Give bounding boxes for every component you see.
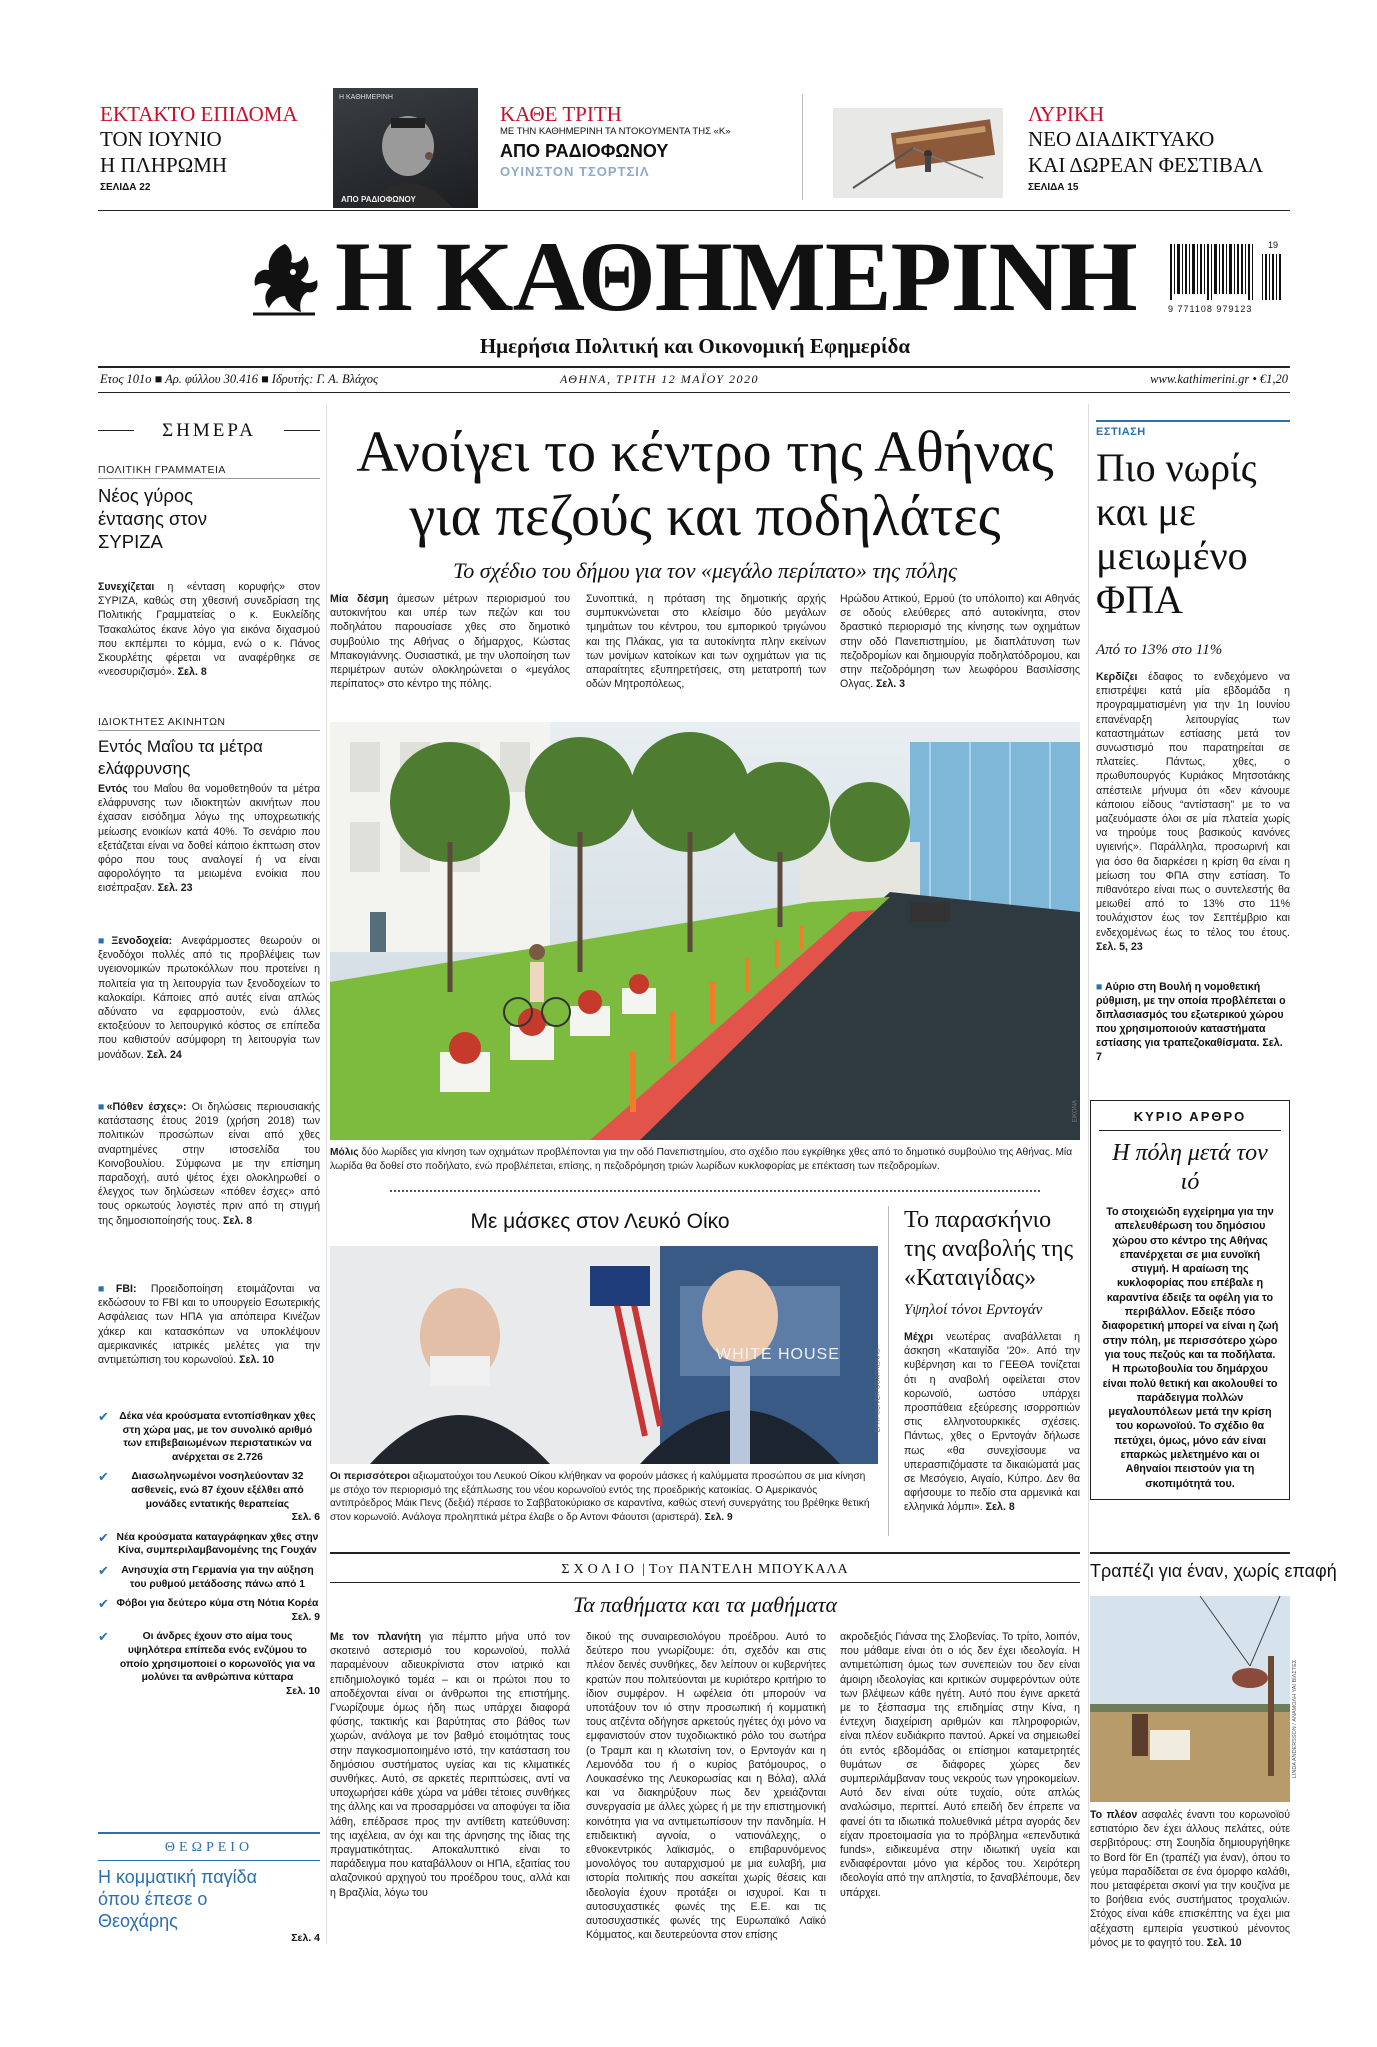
storm-lead: Μέχρι	[904, 1331, 934, 1343]
sxolio-col-1-lead: Με τον πλανήτη	[330, 1631, 422, 1643]
checklist-item-text: Ανησυχία στη Γερμανία για την αύξηση του ρυθμού μετάδοσης πάνω από 1	[121, 1564, 314, 1590]
s1-page[interactable]: Σελ. 8	[177, 666, 207, 679]
brief-hotels-text: Ανεφάρμοστες θεωρούν οι ξενοδόχοι πολλές από τις προβλέψεις των υγειονομικών πρωτοκόλλων που προτείνει η πολιτεία για τη λειτουργία των ξενοδοχείων το καλοκαίρι. Κάποιες από αυτές είναι απλώς αδύνατο να εφαρμοστούν, ενώ άλλες εκτοξεύουν το λειτουργικό κόστος σε επίπεδα που καθιστούν ασύμφορη τη λειτουργία των μονάδων.	[98, 935, 320, 1061]
estiasi-deck: Από το 13% στο 11%	[1096, 642, 1223, 658]
main-right-divider	[1088, 404, 1089, 1944]
teaser-1-page: ΣΕΛΙΔΑ 22	[100, 182, 151, 193]
masthead-rule-top	[98, 366, 1290, 368]
s2-page[interactable]: Σελ. 23	[157, 882, 193, 895]
checklist-item	[98, 1470, 320, 1524]
estiasi-note-page[interactable]: Σελ. 7	[1096, 1037, 1283, 1063]
table-story-text: ασφαλές έναντι του κορωνοϊού εστιατόριο δεν έχει άλλους πελάτες, ούτε σερβιτόρους: στη Σουηδία δημιουργήθηκε το Bord för En (τραπέζι για έναν), όπου το γεύμα παραδίδεται σε ένα όμορφο καλάθι, που μεταφέρεται σκοινί για την κουζίνα με το βοήθεια ενός συστήματος τροχαλιών. Στόχος είναι κάθε επισκέπτης να έχει μια αξέχαστη εμπειρία γευστικού μένοντος μόνος με το φαγητό του.	[1090, 1809, 1290, 1949]
storm-page[interactable]: Σελ. 8	[985, 1501, 1015, 1514]
wh-caption-page[interactable]: Σελ. 9	[704, 1511, 733, 1523]
wh-caption-lead: Οι περισσότεροι	[330, 1471, 410, 1482]
kyrio-box	[1090, 1100, 1290, 1500]
teaser-1-title-2: Η ΠΛΗΡΩΜΗ	[100, 153, 228, 177]
checklist-item	[98, 1531, 320, 1558]
lead-photo-credit: ΕΙΚΟΝΑ	[1072, 1100, 1078, 1123]
table-story-title[interactable]: Τραπέζι για έναν, χωρίς επαφή	[1090, 1561, 1337, 1581]
checklist-item-page[interactable]: Σελ. 10	[286, 1685, 320, 1697]
teaser-bottom-rule	[98, 210, 1290, 211]
estiasi-page[interactable]: Σελ. 5, 23	[1096, 940, 1143, 953]
s2-text: του Μαΐου θα νομοθετηθούν τα μέτρα ελάφρυνσης των ιδιοκτητών ακινήτων που έχασαν εισόδημα λόγω της υποχρεωτικής μείωσης ενοικίων κατά 40%. Το σενάριο που εξετάζεται είναι να δοθεί κάποιο έκπτωση στον φόρο που τους αναλογεί ή να είναι αφορολόγητο τα μειωμένα ενοίκια που εισέπραξαν.	[98, 783, 320, 895]
griffin-logo-icon	[245, 238, 323, 318]
masthead-info-center: ΑΘΗΝΑ, ΤΡΙΤΗ 12 ΜΑΪΟΥ 2020	[560, 372, 759, 386]
table-story-lead: Το πλέον	[1090, 1809, 1138, 1821]
covid-checklist	[98, 1410, 320, 1830]
brief-fbi	[98, 1282, 320, 1390]
table-story-photo[interactable]	[1090, 1596, 1298, 1802]
lead-headline-line-1: Ανοίγει το κέντρο της Αθήνας	[356, 419, 1054, 484]
barcode	[1168, 240, 1288, 326]
checklist-item	[98, 1630, 320, 1698]
table-story-page[interactable]: Σελ. 10	[1206, 1936, 1242, 1949]
estiasi-label: ΕΣΤΙΑΣΗ	[1096, 426, 1146, 438]
s1-title[interactable]: Νέος γύρος έντασης στον ΣΥΡΙΖΑ	[98, 485, 208, 552]
theorio-title[interactable]: Η κομματική παγίδα όπου έπεσε ο Θεοχάρης	[98, 1867, 258, 1931]
lead-caption-lead: Μόλις	[330, 1147, 359, 1158]
lead-col-2: Συνοπτικά, η πρόταση της δημοτικής αρχής συμπυκνώνεται στο κλείσιμο δύο μεγάλων τμημάτων του κέντρου, του εμπορικού τριγώνου και της Πλάκας, για τα αυτοκίνητα πλην εκείνων των μονίμων κατοίκων και των οχημάτων για τις απαραίτητες εξυπηρετήσεις, στη μετατροπή των οδών Μητροπόλεως,	[586, 593, 826, 691]
sxolio-author: Του ΠΑΝΤΕΛΗ ΜΠΟΥΚΑΛΑ	[648, 1562, 849, 1577]
wh-sign: WHITE HOUSE	[716, 1346, 840, 1363]
brief-pothen-text: Οι δηλώσεις περιουσιακής κατάστασης έτους 2019 (χρήση 2018) των πολιτικών προσώπων είναι από χθες αναρτημένες στην ιστοσελίδα του Κοινοβουλίου. Σύμφωνα με την επίσημη παραδοχή, αυτό ψέτος έχει ολοκληρωθεί ο έλεγχος των δηλώσεων «πόθεν έσχες» από τους ορκωτούς λογιστές πριν από τη στιγμή της δημοσιοποίησής τους.	[98, 1101, 321, 1227]
lead-caption-text: δύο λωρίδες για κίνηση των οχημάτων προβλέπονται για την οδό Πανεπιστημίου, στο σχέδιο που εγκρίθηκε χθες από το δημοτικό συμβούλιο της Αθήνας. Μία λωρίδα θα δοθεί στο ποδήλατο, ενώ προβλέπεται, επίσης, η πεζοδρόμηση τριών λωρίδων κυκλοφορίας με επέκταση των πεζοδρομίων.	[330, 1147, 1073, 1172]
checklist-item	[98, 1410, 320, 1464]
teaser-1-title-1: ΤΟΝ ΙΟΥΝΙΟ	[100, 127, 222, 151]
s2-label: ΙΔΙΟΚΤΗΤΕΣ ΑΚΙΝΗΤΩΝ	[98, 716, 226, 728]
barcode-issue: 19	[1268, 240, 1279, 250]
today-header: ΣΗΜΕΡΑ	[162, 420, 256, 441]
brief-hotels-lead: Ξενοδοχεία:	[111, 935, 173, 947]
checklist-item-text: Διασωληνωμένοι νοσηλεύονταν 32 ασθενείς, ενώ 87 έχουν εξέλθει από μονάδες εντατικής θεραπείας	[131, 1471, 304, 1510]
s1-text: η «ένταση κορυφής» στον ΣΥΡΙΖΑ, καθώς στη χθεσινή συνεδρίαση της Πολιτικής Γραμματείας ο κ. Ευκλείδης Τσακαλώτος έκανε λόγο για εικόνα διχασμού που εκπέμπει το κόμμα, ενώ ο κ. Πάνος Σκουρλέτης φέρεται να αναφέρθηκε σε «νεοσυριζισμό».	[98, 581, 320, 679]
masthead-info-left: Ετος 101ο ■ Αρ. φύλλου 30.416 ■ Ιδρυτής: Γ. Α. Βλάχος	[100, 372, 379, 386]
checklist-item	[98, 1597, 320, 1624]
today-rule-right	[284, 430, 320, 431]
storm-text: νεωτέρας αναβάλλεται η άσκηση «Καταιγίδα '20». Από την κυβέρνηση και το ΓΕΕΘΑ τονίζεται ότι η αναβολή οφείλεται στον κορωνοϊό, ωστόσο υπάρχει προσπάθεια εξεύρεσης ισορροπιών στις ελληνοτουρκικές σχέσεις. Πάντως, χθες ο Ερντογάν δήλωσε πως «θα συνεχίσουμε να υπερασπιζόμαστε τα δικαιώματά μας σε Μεσόγειο, Αιγαίο, Κύπρο. Δεν θα αφήσουμε το πεδίο στα αρμενικά και ελληνικά λόμπι».	[904, 1331, 1080, 1514]
teaser-3[interactable]	[1028, 102, 1288, 202]
brief-fbi-lead: FBI:	[115, 1283, 137, 1295]
opera-stage-illustration	[833, 108, 1003, 198]
brief-pothen-bullet-icon: ■	[98, 1101, 107, 1113]
brief-hotels	[98, 934, 320, 1086]
estiasi-rule	[1096, 420, 1290, 422]
lead-col-3-text: Ηρώδου Αττικού, Ερμού (το υπόλοιπο) και Αθηνάς σε οδούς ελεύθερες από αυτοκίνητα, στον δραστικό περιορισμό της κίνησης των οχημάτων στην οδό Πανεπιστημίου, με διαπλάτυνση των πεζοδρομίων και δημιουργία ποδηλατόδρομου, και στην πεζοδρόμηση των λεωφόρου Βασιλίσσης Ολγας.	[840, 593, 1080, 691]
brief-pothen-lead: «Πόθεν έσχες»:	[106, 1101, 187, 1113]
lead-col-1-lead: Μία δέσμη	[330, 593, 389, 605]
brief-hotels-page[interactable]: Σελ. 24	[146, 1048, 182, 1061]
sxolio-col-3: ακροδεξιός Γιάνσα της Σλοβενίας. Το τρίτο, λοιπόν, που μάθαμε είναι ότι ο ιός δεν έχει ιδεολογία. Η αντιμετώπιση όμως των συνεπειών του δεν είναι άμοιρη ιδεολογίας και κριτικών συμφερόντων ούτε των βλέψεων κάθε ηγέτη. Αυτό που έγινε αρκετά με το ξέσπασμα της επιδημίας στην Κίνα, η έντεχνη διαχείριση αριθμών και πληροφοριών, είναι πλέον ευδιάκριτο παντού. Αρκεί να σημειωθεί ότι εντός εβδομάδας οι επίσημοι καταμετρητές θυμάτων σε διάφορες χώρες δεν συμπεριλάμβαναν τους νεκρούς των γηροκομείων. Αυτό δεν είναι ούτε τυχαίο, ούτε απλώς αναλώσιμο, περιττεί. Αυτό επειδή δεν έπρεπε να φανεί ότι τα ιδιωτικά πολυεθνικά μέτρα αγοράς δεν είχαν προετοιμασία για το πρόβλημα «επενδυτικά funds», ειδικευμένα στην ιδιωτική υγεία και ενδιαφέρονται μόνο για κέρδος του. Χειρότερη ιδεολογία από την απληστία, το ξαναβλέπουμε, δεν υπάρχει.	[840, 1631, 1080, 1899]
sxolio-rule-top	[330, 1552, 1080, 1554]
storm-deck: Υψηλοί τόνοι Ερντογάν	[904, 1302, 1043, 1318]
lead-deck: Το σχέδιο του δήμου για τον «μεγάλο περίπατο» της πόλης	[453, 558, 957, 583]
teaser-2[interactable]	[500, 102, 800, 202]
table-story-rule	[1090, 1552, 1290, 1554]
brief-pothen	[98, 1100, 320, 1270]
brief-fbi-page[interactable]: Σελ. 10	[239, 1354, 275, 1367]
s1-lead: Συνεχίζεται	[98, 581, 155, 593]
teaser-3-page: ΣΕΛΙΔΑ 15	[1028, 182, 1079, 193]
checklist-item-page[interactable]: Σελ. 9	[291, 1611, 320, 1623]
storm-body	[904, 1330, 1080, 1536]
teaser-2-name: ΟΥΙΝΣΤΟΝ ΤΣΟΡΤΣΙΛ	[500, 164, 650, 179]
sxolio-col-1	[330, 1630, 570, 1946]
teaser-1-kicker: ΕΚΤΑΚΤΟ ΕΠΙΔΟΜΑ	[100, 102, 298, 126]
masthead-info-right: www.kathimerini.gr • €1,20	[1150, 372, 1288, 386]
s2-body	[98, 782, 320, 910]
teaser-3-title-1: ΝΕΟ ΔΙΑΔΙΚΤΥΑΚΟ	[1028, 127, 1215, 151]
teaser-3-photo[interactable]	[833, 108, 1003, 198]
s2-lead: Εντός	[98, 783, 128, 795]
masthead-tagline: Ημερήσια Πολιτική και Οικονομική Εφημερίδα	[479, 334, 911, 358]
teaser-1[interactable]	[100, 102, 300, 202]
s2-title[interactable]: Εντός Μαΐου τα μέτρα ελάφρυνσης	[98, 737, 263, 778]
lead-caption	[330, 1146, 1080, 1176]
right-column	[1090, 420, 1337, 1950]
s1-body	[98, 580, 320, 690]
masthead-title: Η ΚΑΘΗΜΕΡΙΝΗ	[335, 221, 1137, 332]
lead-col-1-text: άμεσων μέτρων περιορισμού του αυτοκινήτου και υπέρ των πεζών και του ποδηλάτου παρουσίασε χθες στο δημοτικό συμβούλιο της Αθήνας ο δήμαρχος, Κώστας Μπακογιάννης. Ουσιαστικά, με την υλοποίηση των περιμέτρων αυτών ολοκληρώνεται ο «μεγάλος περίπατος» στο κέντρο της πόλης.	[330, 593, 570, 691]
sxolio-header	[330, 1560, 1080, 1578]
check-icon: ✔	[98, 1563, 109, 1579]
estiasi-lead: Κερδίζει	[1096, 671, 1138, 683]
estiasi-note	[1096, 980, 1290, 1063]
estiasi-body	[1096, 670, 1290, 970]
barcode-graphic	[1168, 244, 1288, 304]
left-column	[98, 420, 320, 1950]
sxolio-col-1-text: για πέμπτο μήνα υπό τον σκοτεινό αστερισμό του κορωνοϊού, πολλά παραμένουν αδιευκρίνιστα στον ιατρικό και επιδημιολογικό τομέα – και οι πρώτοι που το αποδέχονται είναι οι άνθρωποι της επιστήμης. Γνωρίζουμε όμως ήδη πως υπάρχει διαφορά φύσης, τακτικής και βαρύτητας στο βάθος των χωρών, ανάλογα με τον βαθμό ετοιμότητας τους στην παγκοσμιοποιημένο ιστό, την κατάσταση του δημόσιου συστήματος υγείας και τις κλιματικές συνθήκες. Αυτό, σε αρκετές περιπτώσεις, αντί να υποχωρήσει κάθε χώρα να μάθει τέτοιες συνθήκες της άλλης και να προσαρμόσει να αποφύγει τα ίδια λάθη, επέδρασε προς την αντίθετη κατεύθυνση: της ιαχέλεια, αν όχι και της άρνησης της ίδιας της πραγματικότητας. Αποκαλυπτικό είναι το παράδειγμα που καταβάλλουν οι ΗΠΑ, εξαιτίας του αλαζονικού αρχηγού του προέδρου τους, αλλά και η Βραζιλία, λόγω του	[330, 1631, 570, 1899]
lead-bottom-dotted	[390, 1190, 1040, 1192]
wh-title[interactable]: Με μάσκες στον Λευκό Οίκο	[470, 1210, 730, 1233]
check-icon: ✔	[98, 1530, 109, 1546]
teaser-3-kicker: ΛΥΡΙΚΗ	[1028, 102, 1105, 126]
estiasi-note-bullet-icon: ■	[1096, 981, 1105, 993]
brief-fbi-text: Προειδοποίηση ετοιμάζονται να εκδώσουν το FBI και το υπουργείο Εσωτερικής Ασφάλειας των ΗΠΑ για απόπειρα Κινέζων χάκερ και κατασκόπων να υποκλέψουν αμερικανικές ιατρικές μελέτες για την αντιμετώπιση του κορωνοϊού.	[98, 1283, 321, 1367]
s2-label-rule	[98, 730, 320, 731]
sxolio-rule-mid	[330, 1582, 1080, 1583]
brief-hotels-bullet-icon: ■	[98, 935, 112, 947]
wh-photo-credit: EPA / OLIVER CONTRERAS	[874, 1348, 882, 1433]
teaser-2-thumb-top: Η ΚΑΘΗΜΕΡΙΝΗ	[339, 94, 393, 101]
estiasi-title[interactable]: Πιο νωρίς και με μειωμένο ΦΠΑ	[1096, 445, 1257, 622]
theorio-page[interactable]: Σελ. 4	[291, 1932, 320, 1944]
lead-col-1	[330, 592, 570, 702]
storm-title[interactable]: Το παρασκήνιο της αναβολής της «Καταιγίδας»	[904, 1207, 1074, 1291]
churchill-portrait	[333, 88, 478, 208]
lead-headline-line-2: για πεζούς και ποδηλάτες	[409, 483, 1001, 548]
teaser-2-thumbnail[interactable]	[333, 88, 478, 208]
s1-label-rule	[98, 478, 320, 479]
estiasi-text: έδαφος το ενδεχόμενο να επιστρέψει κατά μία εβδομάδα η προγραμματισμένη για την 1η Ιουνίου επανέναρξη λειτουργίας των καταστημάτων εστίασης μετά τον συνωστισμό που παρατηρείται σε πλατείες. Πάντως, χθες, ο πρωθυπουργός Κυριάκος Μητσοτάκης απέστειλε μήνυμα ότι «δεν κάνουμε κάποιου είδους “αντίσταση” με το να μαζευόμαστε όλοι σε μία πλατεία χωρίς να τηρούμε τους βασικούς κανόνες υγιεινής». Παράλληλα, προσωρινή και για όσο θα διαρκέσει η κρίση θα είναι η μείωση του ΦΠΑ στην εστίαση. Το πιθανότερο είναι πως ο συντελεστής θα μειωθεί από το 13% στο 11% τουλάχιστον έως τον Σεπτέμβριο και ενδεχομένως έως το τέλος του έτους.	[1096, 671, 1290, 939]
kyrio-label: ΚΥΡΙΟ ΑΡΘΡΟ	[1133, 1109, 1247, 1124]
teaser-2-kicker: ΚΑΘΕ ΤΡΙΤΗ	[500, 102, 622, 126]
brief-pothen-page[interactable]: Σελ. 8	[223, 1214, 253, 1227]
s1-label: ΠΟΛΙΤΙΚΗ ΓΡΑΜΜΑΤΕΙΑ	[98, 464, 226, 476]
table-story-photo-credit: LINDA ANDERSSON / ΑΝΑΜΟΛΗ ΥΑΙ ΒΙΛΣΤΕΣ	[1291, 1659, 1298, 1779]
sxolio-col-2: δικού της συναιρεσιολόγου προέδρου. Αυτό το δεύτερο που γνωρίζουμε: ότι, σχεδόν και στις πλέον δεινές συνθήκες, δεν λείπουν οι κυβερνήτες κρατών που πολιτεύονται με κυριότερο κριτήριο το ίδιον συμφέρον. Η ωφέλεια ότι μπορούν να υποτάξουν τον ιό στην προσωπική ή κομματική τους ατζέντα οδήγησε αρκετούς ηγέτες όχι μόνο να εμφανιστούν στον τυχοδιωκτικό ρόλο του σωτήρα (ο Τραμπ και η κλωτσίνη τον, ο Ερντογάν και η Λεμονόδα του ή ο κυρίος βατόμουρος, ο Λουκασένκο της Λευκορωσίας και η Βόλα), αλλά και να διακηρύξουν πως δεν χρειάζονται συνεργασία με άλλες χώρες ή με την επιστημονική κοινότητα για να αντιμετωπίσουν την πανδημία. Η επιδεικτική αγνοία, ο νατιονάλεχης, ο εθνοκεντρικός λαϊκισμός, ο επιβαρυνόμενος μονολόγος του αυταρχισμού με μια ευλαβή, μια ιστορία πολιτικής που ασκείται χωρίς θέσεις και ιδεολογία έχουν προτάξει οι ισχυροί. Και τι αυτοσυχαστικές φωνές της Ε.Ε. και τις αυτοσυχαστικές φωνές της Ευρωπαϊκό Λαϊκό Κόμματος, και δευτερεύοντα στον επίσης	[586, 1631, 826, 1942]
checklist-item-text: Νέα κρούσματα καταγράφηκαν χθες στην Κίνα, συμπεριλαμβανομένης της Γουχάν	[116, 1531, 319, 1557]
checklist-item-text: Οι άνδρες έχουν στο αίμα τους υψηλότερα επίπεδα ενός ενζύμου το οποίο χρησιμοποιεί ο κορωνοϊός για να μολύνει τα ανθρώπινα κύτταρα	[119, 1631, 316, 1684]
check-icon: ✔	[98, 1410, 109, 1425]
check-icon: ✔	[98, 1630, 109, 1646]
checklist-item-text: Δέκα νέα κρούσματα εντοπίσθηκαν χθες στη χώρα μας, με τον συνολικό αριθμό των επιβεβαιωμένων περιστατικών να ανέρχεται σε 2.726	[119, 1411, 316, 1463]
theorio-label: ΘΕΩΡΕΙΟ	[164, 1840, 254, 1855]
wh-caption	[330, 1470, 878, 1540]
checklist-item-text: Φόβοι για δεύτερο κύμα στη Νότια Κορέα	[116, 1598, 319, 1610]
teaser-divider	[802, 94, 803, 200]
sxolio-title[interactable]: Τα παθήματα και τα μαθήματα	[572, 1592, 838, 1617]
street-rendering	[330, 722, 1080, 1140]
check-icon: ✔	[98, 1597, 109, 1613]
sxolio-sep: |	[642, 1562, 645, 1577]
teaser-2-title: ΑΠΟ ΡΑΔΙΟΦΩΝΟΥ	[500, 141, 669, 161]
teaser-3-title-2: ΚΑΙ ΔΩΡΕΑΝ ΦΕΣΤΙΒΑΛ	[1028, 153, 1264, 177]
lead-col-3-page[interactable]: Σελ. 3	[875, 678, 906, 691]
wh-caption-text: αξιωματούχοι του Λευκού Οίκου κλήθηκαν να φορούν μάσκες ή καλύμματα προσώπου σε μια κίνηση με στόχο τον περιορισμό της εξάπλωσης του νέου κορωνοϊού εντός της προεδρικής κατοικίας. Ο Αμερικανός αντιπρόεδρος Μάικ Πενς (δεξιά) πέρασε το Σαββατοκύριακο σε καραντίνα, καθώς στενή συνεργάτης του βρέθηκε θετική στον κορωνοϊό. Ανάλογα προληπτικά μέτρα έλαβε ο δρ Αντονι Φάουτσι (αριστερά).	[330, 1471, 870, 1523]
theorio-rule-2	[98, 1860, 320, 1861]
brief-fbi-bullet-icon: ■	[98, 1283, 116, 1295]
masthead-rule-bottom	[98, 392, 1290, 393]
theorio-rule	[98, 1832, 320, 1834]
checklist-item-page[interactable]: Σελ. 6	[291, 1512, 320, 1524]
field-table-scene	[1090, 1596, 1290, 1802]
teaser-2-thumb-bottom: ΑΠΟ ΡΑΔΙΟΦΩΝΟΥ	[341, 195, 416, 204]
barcode-number: 9 771108 979123	[1168, 304, 1253, 314]
check-icon: ✔	[98, 1470, 109, 1486]
lead-col-3	[840, 592, 1080, 702]
lead-headline[interactable]	[330, 420, 1080, 548]
lead-photo[interactable]	[330, 722, 1080, 1140]
estiasi-note-text: Αύριο στη Βουλή η νομοθετική ρύθμιση, με την οποία προβλέπεται ο διπλασιασμός του εξωτερικού χώρου που χρησιμοποιούν καταστήματα εστίασης για τραπεζοκαθίσματα.	[1096, 981, 1286, 1049]
left-main-divider	[326, 404, 327, 1944]
wh-photo[interactable]	[330, 1246, 882, 1464]
teaser-2-sub: ΜΕ ΤΗΝ ΚΑΘΗΜΕΡΙΝΗ ΤΑ ΝΤΟΚΟΥΜΕΝΤΑ ΤΗΣ «Κ»	[500, 126, 731, 137]
sxolio-label: ΣΧΟΛΙΟ	[561, 1562, 639, 1577]
kyrio-body: Το στοιχειώδη εγχείρημα για την απελευθέρωση του δημόσιου χώρου στο κέντρο της Αθήνας επανέρχεται σε μια ευνοϊκή στιγμή. Η αραίωση της κυκλοφορίας που επέβαλε η καραντίνα έδειξε τα οφέλη για το περιβάλλον. Εδειξε πόσο διαφορετική μπορεί να είναι η ζωή στην πόλη, με περισσότερο χώρο για τους πεζούς και τα ποδήλατα. Η πρωτοβουλία του δημάρχου είναι πολύ θετική και ακολουθεί το παράδειγμα πολλών μεγαλουπόλεων μετά την κρίση του κορωνοϊού. Το σχέδιο θα πετύχει, όμως, μόνο εάν είναι επαρκώς μελετημένο και οι Αθηναίοι πειστούν για τη σκοπιμότητά του.	[1101, 1206, 1279, 1490]
checklist-item	[98, 1564, 320, 1591]
kyrio-title[interactable]: Η πόλη μετά τον ιό	[1112, 1140, 1268, 1195]
wh-storm-divider	[888, 1206, 889, 1536]
table-story-body	[1090, 1808, 1290, 1949]
